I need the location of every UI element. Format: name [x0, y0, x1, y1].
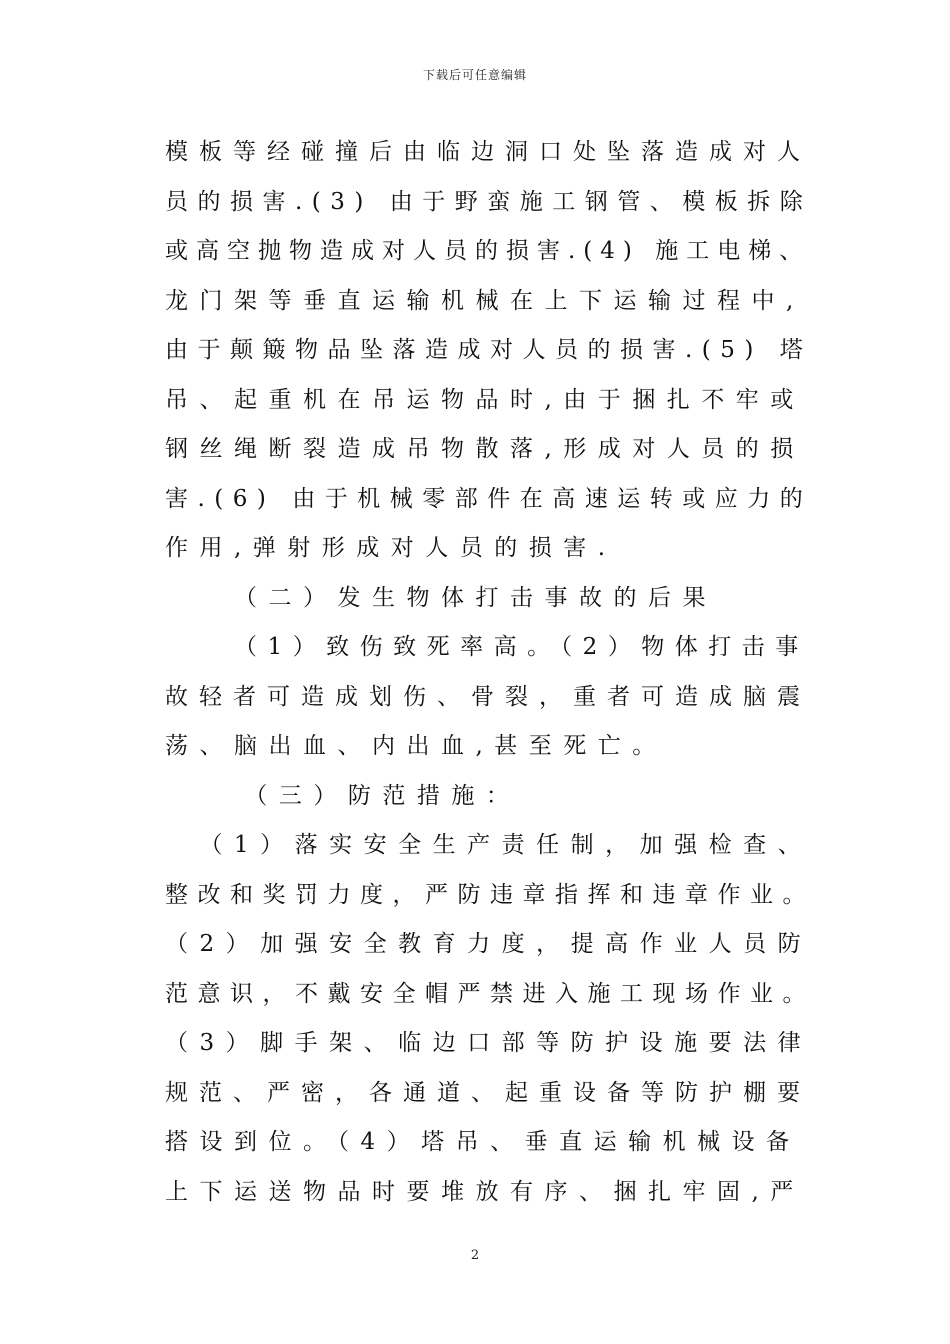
text-line: 上下运送物品时要堆放有序、捆扎牢固,严: [165, 1178, 805, 1205]
text-line: 模板等经碰撞后由临边洞口处坠落造成对人: [165, 139, 811, 165]
text-line: 范意识，不戴安全帽严禁进入施工现场作业。: [165, 980, 815, 1007]
text-line: 由于颠簸物品坠落造成对人员的损害.(5) 塔: [165, 337, 813, 363]
text-line: 规范、严密，各通道、起重设备等防护棚要: [165, 1079, 811, 1106]
text-line: （2）加强安全教育力度，提高作业人员防: [165, 931, 813, 957]
text-line: （3）脚手架、临边口部等防护设施要法律: [165, 1030, 813, 1056]
text-line: 作用,弹射形成对人员的损害.: [165, 535, 617, 561]
text-line: （1）致伤致死率高。（2）物体打击事: [234, 634, 809, 660]
text-line: 龙门架等垂直运输机械在上下运输过程中,: [165, 287, 805, 314]
text-line: 钢丝绳断裂造成吊物散落,形成对人员的损: [165, 436, 805, 462]
text-line: 荡、脑出血、内出血,甚至死亡。: [165, 733, 667, 759]
text-line: 害.(6) 由于机械零部件在高速运转或应力的: [165, 485, 813, 512]
text-line: （1）落实安全生产责任制，加强检查、: [199, 832, 813, 858]
text-line: （三）防范措施：: [244, 782, 521, 809]
text-line: 吊、起重机在吊运物品时,由于捆扎不牢或: [165, 386, 805, 413]
text-line: 员的损害.(3) 由于野蛮施工钢管、模板拆除: [165, 188, 813, 215]
page-number: 2: [470, 1248, 480, 1263]
body-text: [165, 128, 815, 1217]
page-header: 下载后可任意编辑: [422, 68, 527, 82]
text-line: 或高空抛物造成对人员的损害.(4) 施工电梯、: [165, 238, 811, 264]
text-line: 搭设到位。（4）塔吊、垂直运输机械设备: [165, 1129, 801, 1155]
text-line: 故轻者可造成划伤、骨裂，重者可造成脑震: [165, 683, 811, 710]
text-line: （二）发生物体打击事故的后果: [234, 584, 717, 611]
text-line: 整改和奖罚力度，严防违章指挥和违章作业。: [165, 881, 815, 908]
